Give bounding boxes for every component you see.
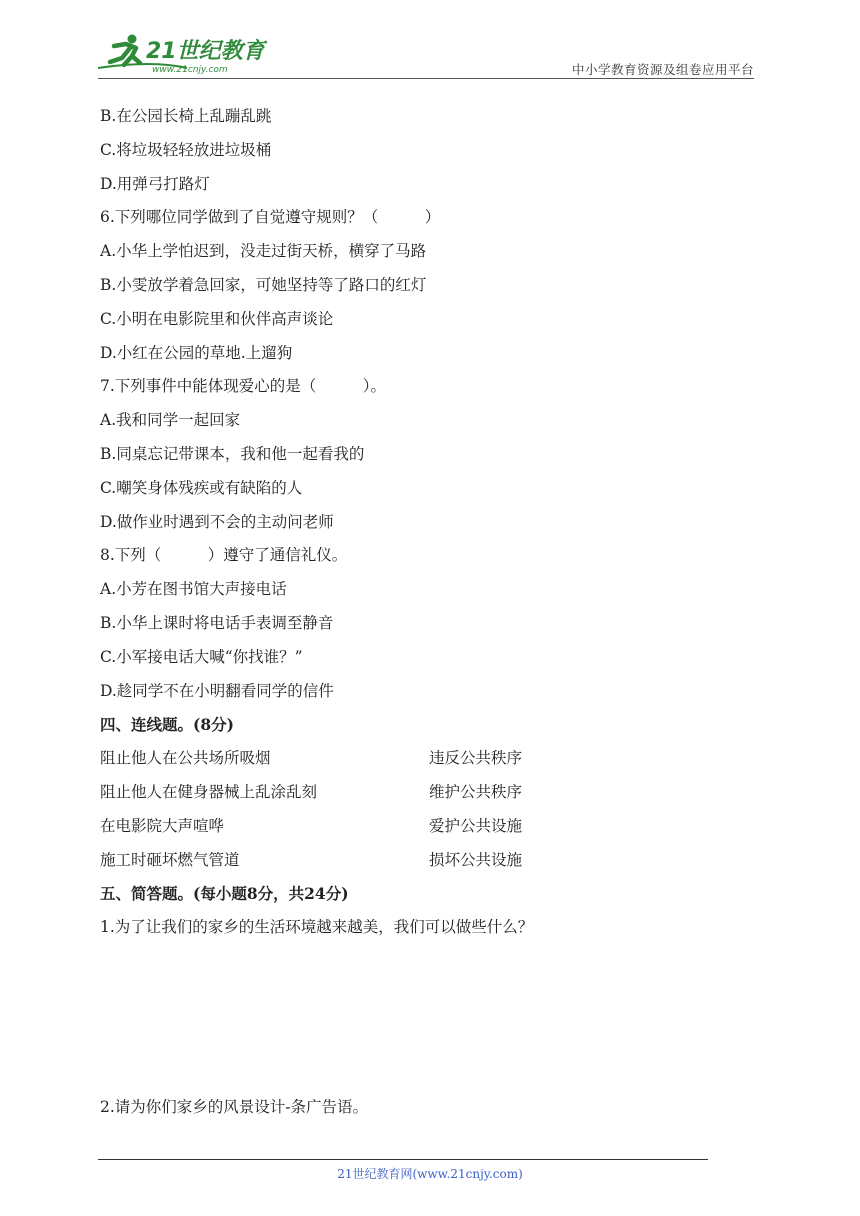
option-6b: B.小雯放学着急回家，可她坚持等了路口的红灯 bbox=[100, 275, 427, 294]
option-7a: A.我和同学一起回家 bbox=[100, 411, 241, 430]
option-8c: C.小军接电话大喊“你找谁？” bbox=[100, 647, 303, 666]
option-6c: C.小明在电影院里和伙伴高声谈论 bbox=[100, 309, 334, 328]
option-5d: D.用弹弓打路灯 bbox=[100, 174, 210, 193]
logo-runner-icon bbox=[92, 32, 267, 76]
svg-text:www.21cnjy.com: www.21cnjy.com bbox=[152, 65, 228, 75]
option-7b: B.同桌忘记带课本，我和他一起看我的 bbox=[100, 444, 365, 463]
footer-text: 21世纪教育网(www.21cnjy.com) bbox=[337, 1167, 523, 1181]
option-8a: A.小芳在图书馆大声接电话 bbox=[100, 580, 287, 599]
footer-divider bbox=[98, 1159, 708, 1160]
question-6: 6.下列哪位同学做到了自觉遵守规则？（ ） bbox=[100, 208, 441, 227]
question-8: 8.下列（ ）遵守了通信礼仪。 bbox=[100, 546, 348, 565]
match-row bbox=[100, 742, 720, 776]
option-5b: B.在公园长椅上乱蹦乱跳 bbox=[100, 107, 272, 125]
match-row bbox=[100, 776, 720, 810]
question-7: 7.下列事件中能体现爱心的是（ ）。 bbox=[100, 377, 387, 396]
match-right-item: 爱护公共设施 bbox=[429, 816, 523, 835]
option-7c: C.嘲笑身体残疾或有缺陷的人 bbox=[100, 478, 303, 497]
platform-name: 中小学教育资源及组卷应用平台 bbox=[571, 62, 754, 77]
match-left-item: 阻止他人在公共场所吸烟 bbox=[100, 749, 271, 768]
section-5-title: 五、简答题。(每小题8分，共24分) bbox=[100, 884, 349, 904]
option-8d: D.趁同学不在小明翻看同学的信件 bbox=[100, 681, 334, 700]
header-divider bbox=[98, 78, 754, 79]
answer-space bbox=[100, 945, 720, 1091]
short-answer-question-2: 2.请为你们家乡的风景设计-条广告语。 bbox=[100, 1097, 369, 1116]
section-4-title: 四、连线题。(8分) bbox=[100, 715, 234, 735]
page-header bbox=[0, 0, 860, 80]
match-left-item: 施工时砸坏燃气管道 bbox=[100, 850, 240, 869]
match-right-item: 损坏公共设施 bbox=[429, 850, 523, 869]
match-left-item: 阻止他人在健身器械上乱涂乱刻 bbox=[100, 782, 318, 801]
match-right-item: 维护公共秩序 bbox=[429, 782, 523, 801]
short-answer-question-1: 1.为了让我们的家乡的生活环境越来越美，我们可以做些什么？ bbox=[100, 918, 534, 937]
exam-content bbox=[100, 100, 720, 1125]
match-row bbox=[100, 844, 720, 878]
match-left-item: 在电影院大声喧哗 bbox=[100, 816, 225, 835]
option-6d: D.小红在公园的草地.上遛狗 bbox=[100, 343, 293, 362]
option-8b: B.小华上课时将电话手表调至静音 bbox=[100, 613, 334, 632]
logo bbox=[92, 32, 267, 76]
option-7d: D.做作业时遇到不会的主动问老师 bbox=[100, 512, 334, 531]
match-row bbox=[100, 810, 720, 844]
svg-text:21世纪教育: 21世纪教育 bbox=[146, 39, 265, 64]
option-5c: C.将垃圾轻轻放进垃圾桶 bbox=[100, 140, 272, 159]
match-right-item: 违反公共秩序 bbox=[429, 749, 523, 768]
option-6a: A.小华上学怕迟到，没走过街天桥，横穿了马路 bbox=[100, 242, 427, 261]
